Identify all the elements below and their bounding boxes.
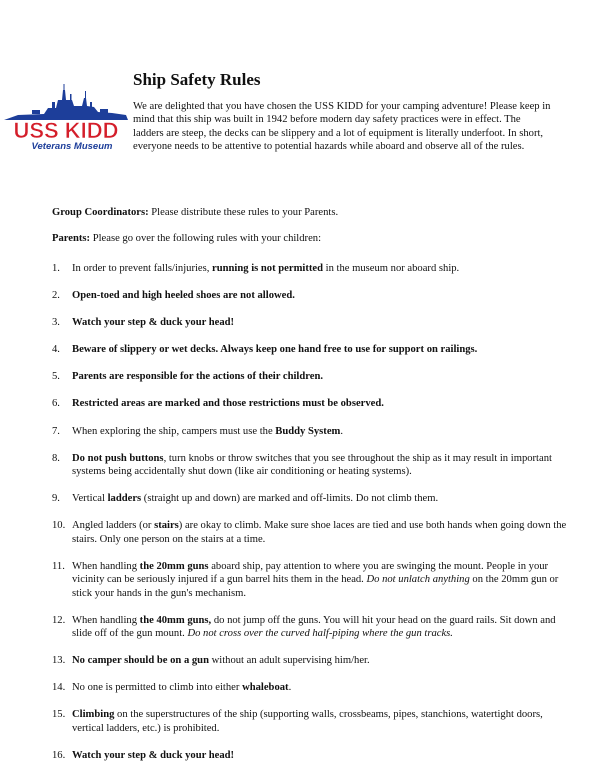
rule-text [72, 426, 343, 437]
rule-number: 16. [52, 749, 66, 761]
rule-number: 15. [52, 709, 66, 721]
coordinators-text: Please distribute these rules to your Parents. [148, 207, 339, 218]
rule-emphasis: ladders [107, 493, 142, 505]
rule-number: 7. [52, 425, 60, 437]
rule-item [52, 614, 572, 641]
rule-emphasis: Buddy System [275, 425, 341, 437]
rule-item [52, 452, 572, 479]
rule-segment: without an adult supervising him/her. [208, 655, 370, 667]
rule-text [72, 290, 295, 301]
rule-text [72, 750, 234, 761]
rule-text [72, 344, 477, 355]
rule-item [52, 262, 572, 275]
rule-text [72, 398, 384, 409]
coordinators-note [52, 206, 338, 219]
rule-text [72, 520, 566, 544]
rule-segment: No one is permitted to climb into either [72, 682, 243, 694]
rule-segment: in the museum nor aboard ship. [322, 263, 460, 274]
rule-text [72, 709, 543, 733]
rule-emphasis: Beware of slippery or wet decks. Always keep one hand free to use for support on railings. [72, 344, 478, 356]
rule-number: 1. [52, 263, 60, 274]
rule-number: 13. [52, 655, 66, 667]
rule-text [72, 317, 234, 328]
rule-italic: Do not cross over the curved half-piping where the gun tracks. [187, 628, 453, 640]
rule-text [72, 682, 291, 693]
parents-note [52, 232, 321, 245]
rule-emphasis: running is not permitted [212, 263, 323, 274]
rule-item [52, 560, 572, 600]
rule-item [52, 289, 572, 302]
rule-item [52, 749, 572, 762]
rule-number: 4. [52, 344, 60, 356]
rule-number: 6. [52, 398, 60, 410]
rule-text [72, 561, 558, 599]
rule-emphasis: No camper should be on a gun [72, 655, 209, 667]
rule-segment: . [340, 425, 344, 437]
rule-number: 2. [52, 290, 60, 302]
rule-emphasis: Parents are responsible for the actions of their children. [72, 371, 324, 383]
intro-paragraph: We are delighted that you have chosen the USS KIDD for your camping adventure! Please keep in mind that this ship was built in 1942 before modern day safety practices were in effect. The ladders are steep, the decks can be slippery and a lot of equipment is literally underfoot. In short, everyone needs to be attentive to potential hazards while aboard and observe all of the rules. [133, 101, 551, 152]
rule-item [52, 316, 572, 329]
page-title: Ship Safety Rules [133, 70, 261, 89]
rule-text [72, 371, 323, 382]
rule-segment: When exploring the ship, campers must use the [72, 425, 276, 437]
rule-text [72, 453, 552, 477]
rule-segment: In order to prevent falls/injuries, [72, 263, 213, 274]
rule-emphasis: Watch your step & duck your head! [72, 749, 235, 761]
rule-text [72, 263, 459, 274]
rule-emphasis: whaleboat [242, 682, 289, 694]
rule-emphasis: Restricted areas are marked and those restrictions must be observed. [72, 398, 384, 410]
parents-label: Parents: [52, 233, 91, 244]
rule-number: 14. [52, 682, 66, 694]
rule-item [52, 492, 572, 505]
rule-segment: , turn knobs or throw switches that you see throughout the ship as it may result in important systems being accidentally shut down (like air conditioning or heating systems). [72, 452, 552, 478]
rule-number: 5. [52, 371, 60, 383]
rule-number: 9. [52, 493, 60, 505]
rule-emphasis: the 20mm guns [139, 560, 209, 572]
rule-emphasis: Open-toed and high heeled shoes are not allowed. [72, 290, 295, 302]
rule-item [52, 425, 572, 438]
coordinators-label: Group Coordinators: [52, 207, 149, 218]
rule-emphasis: Watch your step & duck your head! [72, 317, 235, 329]
rule-item [52, 343, 572, 356]
ship-silhouette-icon [4, 84, 128, 120]
rule-segment: aboard ship, pay attention to where you are swinging the mount. People in your vicinity can be seriously injured if a gun barrel hits them in the head. [72, 560, 549, 586]
rule-segment: Angled ladders (or [72, 520, 155, 532]
rule-number: 10. [52, 520, 66, 532]
rule-segment: Vertical [72, 493, 108, 505]
parents-text: Please go over the following rules with your children: [90, 233, 322, 244]
rule-item [52, 370, 572, 383]
rule-item [52, 681, 572, 694]
rule-item [52, 708, 572, 735]
rule-segment: . [288, 682, 292, 694]
uss-kidd-logo [0, 82, 132, 152]
logo-subtext: Veterans Museum [31, 141, 113, 152]
rule-text [72, 655, 370, 666]
rule-segment: on the 20mm gun or stick your hands in the gun's mechanism. [72, 574, 559, 599]
rule-segment: do not jump off the guns. You will hit your head on the guard rails. Sit down and slide off of the gun mount. [72, 614, 556, 640]
rule-number: 3. [52, 317, 60, 329]
rule-item [52, 397, 572, 410]
rule-number: 11. [52, 560, 65, 572]
rule-emphasis: stairs [154, 520, 179, 532]
rule-segment: ) are okay to climb. Make sure shoe laces are tied and use both hands when going down the stairs. Only one person on the stairs at a time. [72, 520, 567, 545]
rule-number: 8. [52, 452, 60, 464]
rule-emphasis: Climbing [72, 709, 115, 721]
rule-emphasis: the 40mm guns, [139, 614, 212, 626]
rule-item [52, 519, 572, 546]
logo-wordmark: USS KIDD [13, 118, 119, 143]
rule-italic: Do not unlatch anything [366, 574, 470, 586]
rule-segment: When handling [72, 560, 140, 572]
rule-emphasis: Do not push buttons [72, 452, 164, 464]
rule-text [72, 493, 438, 504]
rule-text [72, 615, 556, 639]
rule-segment: (straight up and down) are marked and off-limits. Do not climb them. [141, 493, 439, 505]
rule-number: 12. [52, 614, 66, 626]
rule-segment: When handling [72, 614, 140, 626]
rule-segment: on the superstructures of the ship (supporting walls, crossbeams, pipes, stanchions, watertight doors, vertical ladders, etc.) is prohibited. [72, 709, 543, 734]
rule-item [52, 654, 572, 667]
rules-list [52, 262, 572, 776]
